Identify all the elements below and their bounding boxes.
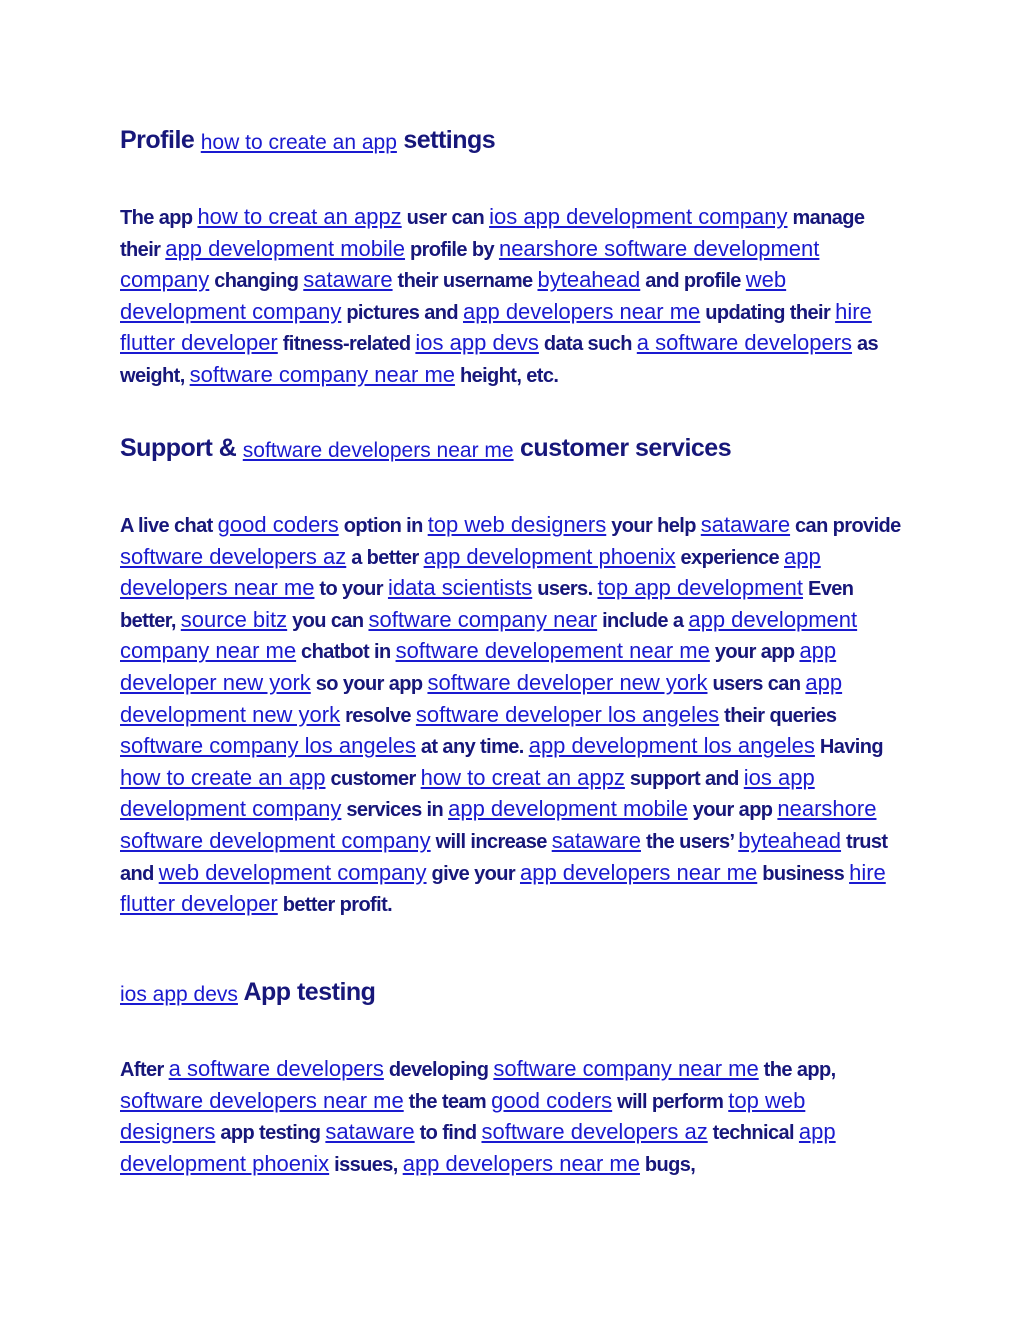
body-text: chatbot in — [296, 641, 396, 664]
inline-link[interactable]: nearshore software development company — [120, 796, 877, 853]
body-text: to find — [414, 1122, 482, 1145]
body-text: can provide — [790, 515, 901, 537]
inline-link[interactable]: app developers near me — [120, 543, 821, 601]
body-text: and profile — [640, 270, 746, 293]
body-text: technical — [707, 1122, 799, 1145]
body-text: resolve — [340, 704, 416, 727]
inline-link[interactable]: app development los angeles — [528, 733, 815, 759]
body-text: trust and — [120, 830, 888, 885]
body-text: data such — [538, 333, 637, 356]
inline-link[interactable]: app developers near me — [402, 1150, 640, 1176]
body-text: The app — [120, 207, 198, 229]
heading-text: Support & — [120, 434, 243, 462]
body-text: their username — [392, 270, 538, 293]
section-heading-profile-settings — [120, 124, 905, 159]
inline-link[interactable]: good coders — [491, 1087, 613, 1113]
heading-text: App testing — [237, 978, 376, 1006]
body-text: the app, — [758, 1059, 836, 1081]
inline-link[interactable]: hire flutter developer — [120, 298, 872, 356]
body-text: users can — [707, 672, 806, 695]
inline-link[interactable]: software company near me — [189, 361, 455, 387]
inline-link[interactable]: app developers near me — [519, 859, 758, 885]
body-text: fitness-related — [277, 333, 416, 356]
section-paragraph-app-testing — [120, 1054, 905, 1180]
body-text: user can — [401, 207, 490, 229]
body-text: customer — [325, 767, 421, 790]
inline-link[interactable]: software developer los angeles — [415, 701, 720, 727]
body-text: manage their — [120, 207, 865, 261]
inline-link[interactable]: app development new york — [120, 669, 843, 727]
body-text: Even better, — [120, 578, 854, 632]
body-text: give your — [426, 862, 520, 885]
inline-link[interactable]: software company near me — [493, 1056, 759, 1081]
inline-link[interactable]: web development company — [158, 859, 427, 885]
body-text: your app — [687, 799, 778, 822]
inline-link[interactable]: ios app development company — [489, 204, 788, 229]
inline-link[interactable]: app development phoenix — [423, 543, 676, 569]
inline-link[interactable]: app developer new york — [120, 638, 837, 695]
body-text: as weight, — [120, 333, 879, 387]
inline-link[interactable]: sataware — [303, 267, 393, 293]
body-text: height, etc. — [455, 364, 559, 387]
body-text: support and — [624, 767, 744, 790]
body-text: updating their — [700, 301, 836, 324]
inline-link[interactable]: software developer new york — [427, 669, 708, 695]
inline-link[interactable]: ios app development company — [120, 764, 815, 822]
body-text: After — [120, 1059, 169, 1081]
body-text: app testing — [215, 1122, 326, 1145]
inline-link[interactable]: software company near — [368, 606, 598, 632]
body-text: issues, — [329, 1153, 403, 1176]
body-text: developing — [383, 1059, 494, 1081]
inline-link[interactable]: good coders — [217, 512, 339, 537]
body-text: the team — [403, 1090, 492, 1113]
body-text: pictures and — [341, 301, 463, 324]
body-text: at any time. — [415, 736, 529, 759]
body-text: will perform — [612, 1090, 729, 1113]
inline-link[interactable]: top web designers — [120, 1087, 806, 1145]
inline-link[interactable]: software developement near me — [395, 638, 710, 664]
body-text: users. — [532, 578, 598, 601]
inline-link[interactable]: app developers near me — [463, 298, 701, 324]
inline-link[interactable]: how to creat an appz — [197, 204, 402, 229]
inline-link[interactable]: hire flutter developer — [120, 859, 886, 917]
inline-link[interactable]: byteahead — [738, 827, 842, 853]
section-paragraph-profile-settings — [120, 202, 905, 392]
body-text: better profit. — [277, 894, 393, 917]
inline-link[interactable]: software company los angeles — [120, 733, 416, 759]
inline-link[interactable]: top web designers — [427, 512, 607, 537]
section-heading-app-testing — [120, 976, 905, 1011]
inline-link[interactable]: software developers az — [481, 1119, 708, 1145]
inline-link[interactable]: byteahead — [537, 267, 641, 293]
inline-link[interactable]: how to creat an appz — [420, 764, 625, 790]
body-text: include a — [597, 609, 689, 632]
inline-link[interactable]: sataware — [551, 827, 641, 853]
inline-link[interactable]: sataware — [700, 512, 791, 537]
inline-link[interactable]: nearshore software development company — [120, 235, 820, 293]
body-text: so your app — [310, 672, 428, 695]
inline-link[interactable]: software developers near me — [120, 1087, 404, 1113]
inline-link[interactable]: software developers az — [120, 543, 347, 569]
body-text: to your — [314, 578, 388, 601]
body-text: will increase — [430, 830, 552, 853]
body-text: their queries — [719, 704, 837, 727]
body-text: services in — [341, 799, 449, 822]
body-text: business — [757, 862, 850, 885]
section-heading-support-customer-services — [120, 432, 905, 467]
body-text: your help — [606, 515, 701, 537]
inline-link[interactable]: source bitz — [180, 606, 288, 632]
inline-link[interactable]: app development mobile — [165, 235, 406, 261]
inline-link[interactable]: top app development — [597, 575, 803, 601]
heading-text: Profile — [120, 126, 201, 154]
inline-link[interactable]: a software developers — [636, 330, 853, 356]
body-text: option in — [338, 515, 428, 537]
body-text: a better — [346, 546, 424, 569]
body-text: Having — [814, 736, 883, 759]
inline-link[interactable]: idata scientists — [387, 575, 533, 601]
inline-link[interactable]: a software developers — [168, 1056, 384, 1081]
heading-text: settings — [396, 126, 496, 154]
inline-link[interactable]: app development phoenix — [120, 1119, 836, 1176]
inline-link[interactable]: app development company near me — [120, 606, 858, 664]
section-paragraph-support-customer-services — [120, 510, 905, 921]
body-text: profile by — [405, 238, 499, 261]
body-text: A live chat — [120, 515, 218, 537]
inline-link[interactable]: sataware — [325, 1119, 415, 1145]
inline-link[interactable]: software developers near me — [242, 439, 514, 462]
inline-link[interactable]: how to create an app — [200, 131, 397, 154]
inline-link[interactable]: app development mobile — [448, 796, 688, 822]
body-text: you can — [287, 609, 369, 632]
inline-link[interactable]: how to create an app — [120, 764, 326, 790]
body-text: experience — [675, 546, 785, 569]
body-text: bugs, — [639, 1153, 696, 1176]
body-text: your app — [709, 641, 800, 664]
body-text: the users’ — [640, 830, 739, 853]
inline-link[interactable]: ios app devs — [415, 330, 539, 356]
body-text: changing — [209, 270, 304, 293]
inline-link[interactable]: ios app devs — [120, 983, 238, 1006]
inline-link[interactable]: web development company — [120, 267, 787, 324]
heading-text: customer services — [513, 434, 732, 462]
